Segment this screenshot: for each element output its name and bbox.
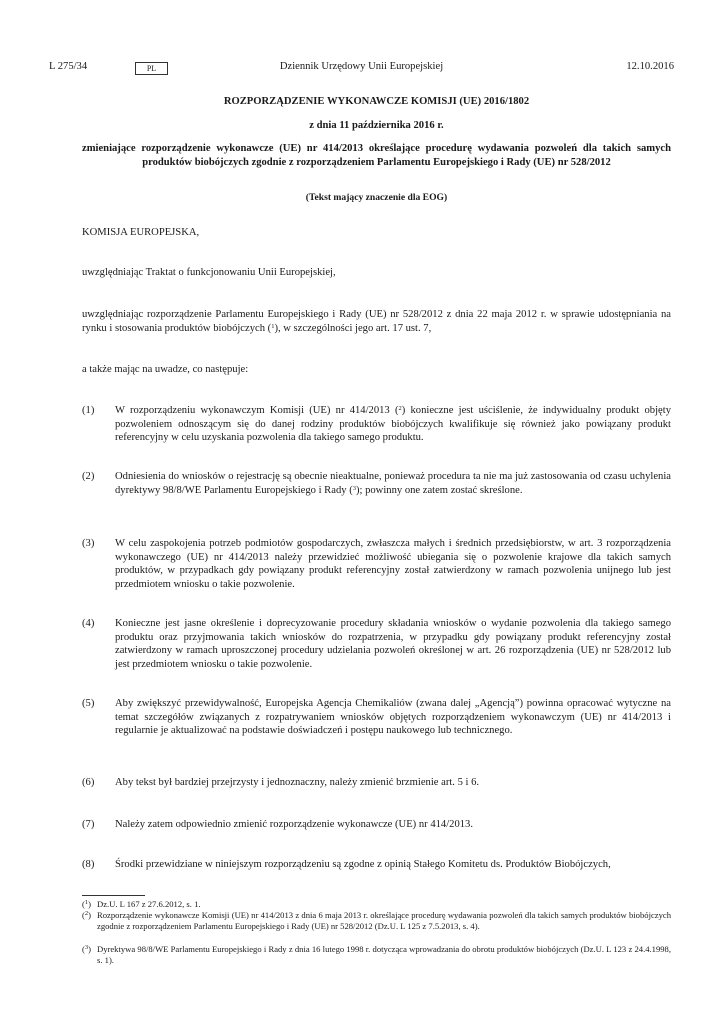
recital-number: (7) [82,819,95,830]
footnote-text: Dyrektywa 98/8/WE Parlamentu Europejskiego i Rady z dnia 16 lutego 1998 r. dotycząca wprowadzania do obrotu produktów biobójczych (Dz.U. L 123 z 24.4.1998, s. 1). [97,944,671,965]
commission-heading: KOMISJA EUROPEJSKA, [82,227,200,238]
footnote-text: Rozporządzenie wykonawcze Komisji (UE) nr 414/2013 z dnia 6 maja 2013 r. określające procedurę wydawania pozwoleń dla takich samych produktów biobójczych zgodnie z rozporządzeniem Parlamentu Europejskiego i Rady (UE) nr 528/2012 (Dz.U. L 125 z 7.5.2013, s. 4). [97,910,671,931]
whereas-clause: a także mając na uwadze, co następuje: [82,364,249,375]
treaty-citation: uwzględniając Traktat o funkcjonowaniu Unii Europejskiej, [82,267,336,278]
eea-relevance: (Tekst mający znaczenie dla EOG) [305,192,448,203]
recital-number: (6) [82,777,95,788]
recital-number: (1) [82,405,95,416]
regulation-date: z dnia 11 października 2016 r. [309,120,444,131]
recital-item [82,537,671,591]
recital-item [82,858,671,872]
recital-text: Odniesienia do wniosków o rejestrację są obecnie nieaktualne, ponieważ procedura ta nie ma już zastosowania od czasu uchylenia dyrektywy 98/8/WE Parlamentu Europejskiego i Rady ($^3$); powinny one zatem zostać skreślone. [115,471,671,496]
footnote [82,899,671,910]
recital-text: Aby tekst był bardziej przejrzysty i jednoznaczny, należy zmienić brzmienie art. 5 i 6. [115,777,480,788]
regulation-title: ROZPORZĄDZENIE WYKONAWCZE KOMISJI (UE) 2016/1802 [223,96,530,107]
page-reference: L 275/34 [49,61,88,72]
footnote [82,910,671,932]
recital-item [82,697,671,738]
publication-date: 12.10.2016 [626,61,674,72]
footnote-number: ($^2$) [82,910,91,920]
recital-text: Należy zatem odpowiednio zmienić rozporządzenie wykonawcze (UE) nr 414/2013. [115,819,473,830]
footnote-text: Dz.U. L 167 z 27.6.2012, s. 1. [97,899,201,909]
footnote-ref: 1 [271,322,275,330]
recital-number: (5) [82,698,95,709]
recital-item [82,470,671,497]
recital-text: Środki przewidziane w niniejszym rozporządzeniu są zgodne z opinią Stałego Komitetu ds. Produktów Biobójczych, [115,859,611,870]
regulation-citation: uwzględniając rozporządzenie Parlamentu Europejskiego i Rady (UE) nr 528/2012 z dnia 22 maja 2012 r. w sprawie udostępniania na rynku i stosowania produktów biobójczych ($^1$), w szczególności jego art. 17 ust. 7, [82,309,671,334]
recital-text: W celu zaspokojenia potrzeb podmiotów gospodarczych, zwłaszcza małych i średnich przedsiębiorstw, w art. 3 rozporządzenia wykonawczego (UE) nr 414/2013 należy przewidzieć możliwość ubiegania się o pozwolenie krajowe dla takich samych produktów, w przypadkach gdy powiązany produkt referencyjny został zatwierdzony w ramach pozwolenia unijnego lub jest przedmiotem wniosku o takie pozwolenie. [115,538,671,590]
recital-number: (2) [82,471,95,482]
recital-item [82,818,671,832]
recital-number: (4) [82,618,95,629]
recital-item [82,404,671,445]
recital-item [82,776,671,790]
footnote [82,944,671,966]
recital-text: Aby zwiększyć przewidywalność, Europejska Agencja Chemikaliów (zwana dalej „Agencją”) powinna opracować wytyczne na temat szczegółów związanych z rozpatrywaniem wniosków objętych rozporządzeniem wykonawczym (UE) nr 414/2013 i regularnie je aktualizować na podstawie doświadczeń i postępu naukowego lub technicznego. [115,698,671,737]
footnote-ref: 2 [398,405,402,412]
recital-item [82,617,671,671]
regulation-subject: zmieniające rozporządzenie wykonawcze (UE) nr 414/2013 określające procedurę wydawania pozwoleń dla takich samych produktów biobójczych zgodnie z rozporządzeniem Parlamentu Europejskiego i Rady (UE) nr 528/2012 [82,143,671,168]
journal-title: Dziennik Urzędowy Unii Europejskiej [279,61,444,72]
recital-text: Konieczne jest jasne określenie i doprecyzowanie procedury składania wniosków o wydanie pozwolenia dla takiego samego produktu oraz przyjmowania takich wniosków do rozpatrzenia, w przypadku gdy powiązany produkt referencyjny został zatwierdzony w ramach uproszczonej procedury udzielania pozwoleń określonej w art. 26 rozporządzenia (UE) nr 528/2012 lub jest przedmiotem wniosku o takie pozwolenie. [115,618,671,670]
recital-text: W rozporządzeniu wykonawczym Komisji (UE) nr 414/2013 ($^2$) konieczne jest uściślenie, że indywidualny produkt objęty pozwoleniem odnoszącym się do danej rodziny produktów biobójczych kwalifikuje się również jako powiązany produkt referencyjny w celu uzyskania pozwolenia dla takiego samego produktu. [115,405,671,444]
language-badge: PL [135,62,168,75]
footnote-divider [82,895,145,896]
recital-number: (8) [82,859,95,870]
page-header [49,60,674,76]
footnote-number: ($^1$) [82,899,91,909]
footnote-ref: 3 [352,484,356,492]
recital-number: (3) [82,538,95,549]
footnote-number: ($^3$) [82,944,91,954]
